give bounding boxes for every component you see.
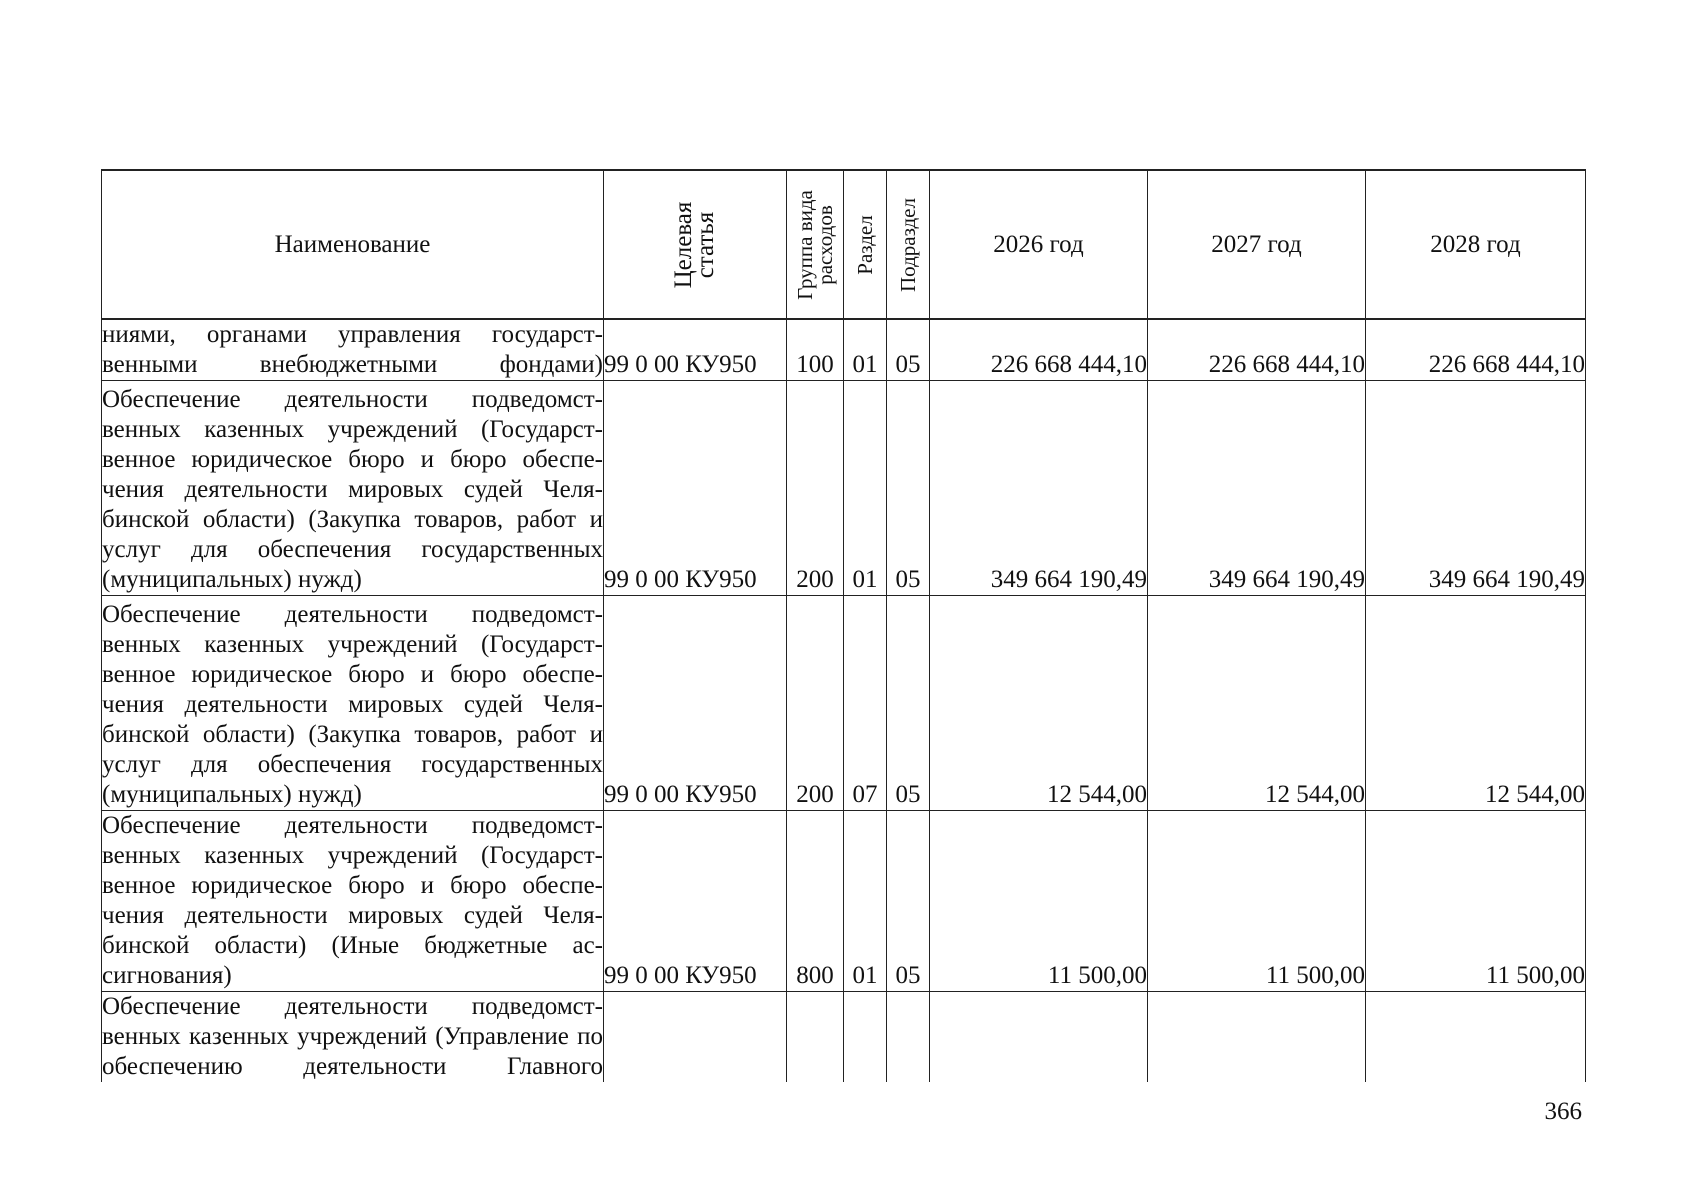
table-row bbox=[102, 596, 1586, 811]
row-amount-2026 bbox=[930, 992, 1148, 1083]
header-expense-group bbox=[787, 170, 844, 319]
row-expense-group: 200 bbox=[787, 596, 844, 811]
row-section bbox=[844, 992, 887, 1083]
row-amount-2027: 11 500,00 bbox=[1148, 811, 1366, 992]
header-expense-group-line1: Группа вида bbox=[793, 189, 817, 300]
header-target-article-line1: Целевая bbox=[670, 201, 697, 288]
row-amount-2026: 226 668 444,10 bbox=[930, 319, 1148, 381]
header-target-article-line2: статья bbox=[692, 211, 719, 278]
row-amount-2028: 12 544,00 bbox=[1366, 596, 1586, 811]
row-name: Обеспечение деятельности подведомст-венных казенных учреждений (Государст-венное юридическое бюро и бюро обеспе-чения деятельности мировых судей Челя-бинской области) (Закупка товаров, работ и услуг для обеспечения государственных (муниципальных) нужд) bbox=[102, 596, 604, 811]
header-year-2026: 2026 год bbox=[930, 170, 1148, 319]
row-amount-2028: 226 668 444,10 bbox=[1366, 319, 1586, 381]
header-name: Наименование bbox=[102, 170, 604, 319]
row-target-article: 99 0 00 КУ950 bbox=[604, 596, 787, 811]
row-amount-2026: 12 544,00 bbox=[930, 596, 1148, 811]
row-amount-2028 bbox=[1366, 992, 1586, 1083]
table-row bbox=[102, 319, 1586, 381]
row-amount-2027 bbox=[1148, 992, 1366, 1083]
row-amount-2027: 349 664 190,49 bbox=[1148, 381, 1366, 596]
row-amount-2028: 11 500,00 bbox=[1366, 811, 1586, 992]
header-expense-group-line2: расходов bbox=[813, 204, 837, 285]
row-section: 01 bbox=[844, 811, 887, 992]
row-expense-group bbox=[787, 992, 844, 1083]
row-name: Обеспечение деятельности подведомст-венных казенных учреждений (Государст-венное юридическое бюро и бюро обеспе-чения деятельности мировых судей Челя-бинской области) (Закупка товаров, работ и услуг для обеспечения государственных (муниципальных) нужд) bbox=[102, 381, 604, 596]
row-amount-2028: 349 664 190,49 bbox=[1366, 381, 1586, 596]
table-header bbox=[102, 170, 1586, 319]
header-subsection-label: Подраздел bbox=[896, 197, 920, 292]
row-section: 01 bbox=[844, 319, 887, 381]
header-section-label: Раздел bbox=[853, 214, 877, 275]
header-section bbox=[844, 170, 887, 319]
row-target-article: 99 0 00 КУ950 bbox=[604, 381, 787, 596]
row-target-article bbox=[604, 992, 787, 1083]
row-section: 01 bbox=[844, 381, 887, 596]
row-subsection bbox=[887, 992, 930, 1083]
row-expense-group: 200 bbox=[787, 381, 844, 596]
row-amount-2026: 11 500,00 bbox=[930, 811, 1148, 992]
row-amount-2027: 226 668 444,10 bbox=[1148, 319, 1366, 381]
row-name: Обеспечение деятельности подведомст-венных казенных учреждений (Государст-венное юридическое бюро и бюро обеспе-чения деятельности мировых судей Челя-бинской области) (Иные бюджетные ас-сигнования) bbox=[102, 811, 604, 992]
row-amount-2026: 349 664 190,49 bbox=[930, 381, 1148, 596]
header-subsection bbox=[887, 170, 930, 319]
row-name: ниями, органами управления государст-венными внебюджетными фондами) bbox=[102, 319, 604, 381]
header-target-article bbox=[604, 170, 787, 319]
table-row bbox=[102, 381, 1586, 596]
header-year-2028: 2028 год bbox=[1366, 170, 1586, 319]
header-year-2027: 2027 год bbox=[1148, 170, 1366, 319]
row-subsection: 05 bbox=[887, 381, 930, 596]
budget-table-page bbox=[101, 169, 1585, 1080]
row-expense-group: 800 bbox=[787, 811, 844, 992]
row-amount-2027: 12 544,00 bbox=[1148, 596, 1366, 811]
row-subsection: 05 bbox=[887, 319, 930, 381]
row-expense-group: 100 bbox=[787, 319, 844, 381]
page-number: 366 bbox=[1544, 1098, 1582, 1125]
row-subsection: 05 bbox=[887, 811, 930, 992]
table-body bbox=[102, 319, 1586, 1082]
row-section: 07 bbox=[844, 596, 887, 811]
row-name: Обеспечение деятельности подведомст-венных казенных учреждений (Управление по обеспечению деятельности Главного bbox=[102, 993, 603, 1080]
table-row bbox=[102, 992, 1586, 1083]
row-target-article: 99 0 00 КУ950 bbox=[604, 811, 787, 992]
row-subsection: 05 bbox=[887, 596, 930, 811]
row-target-article: 99 0 00 КУ950 bbox=[604, 319, 787, 381]
budget-table bbox=[101, 169, 1586, 1082]
table-row bbox=[102, 811, 1586, 992]
